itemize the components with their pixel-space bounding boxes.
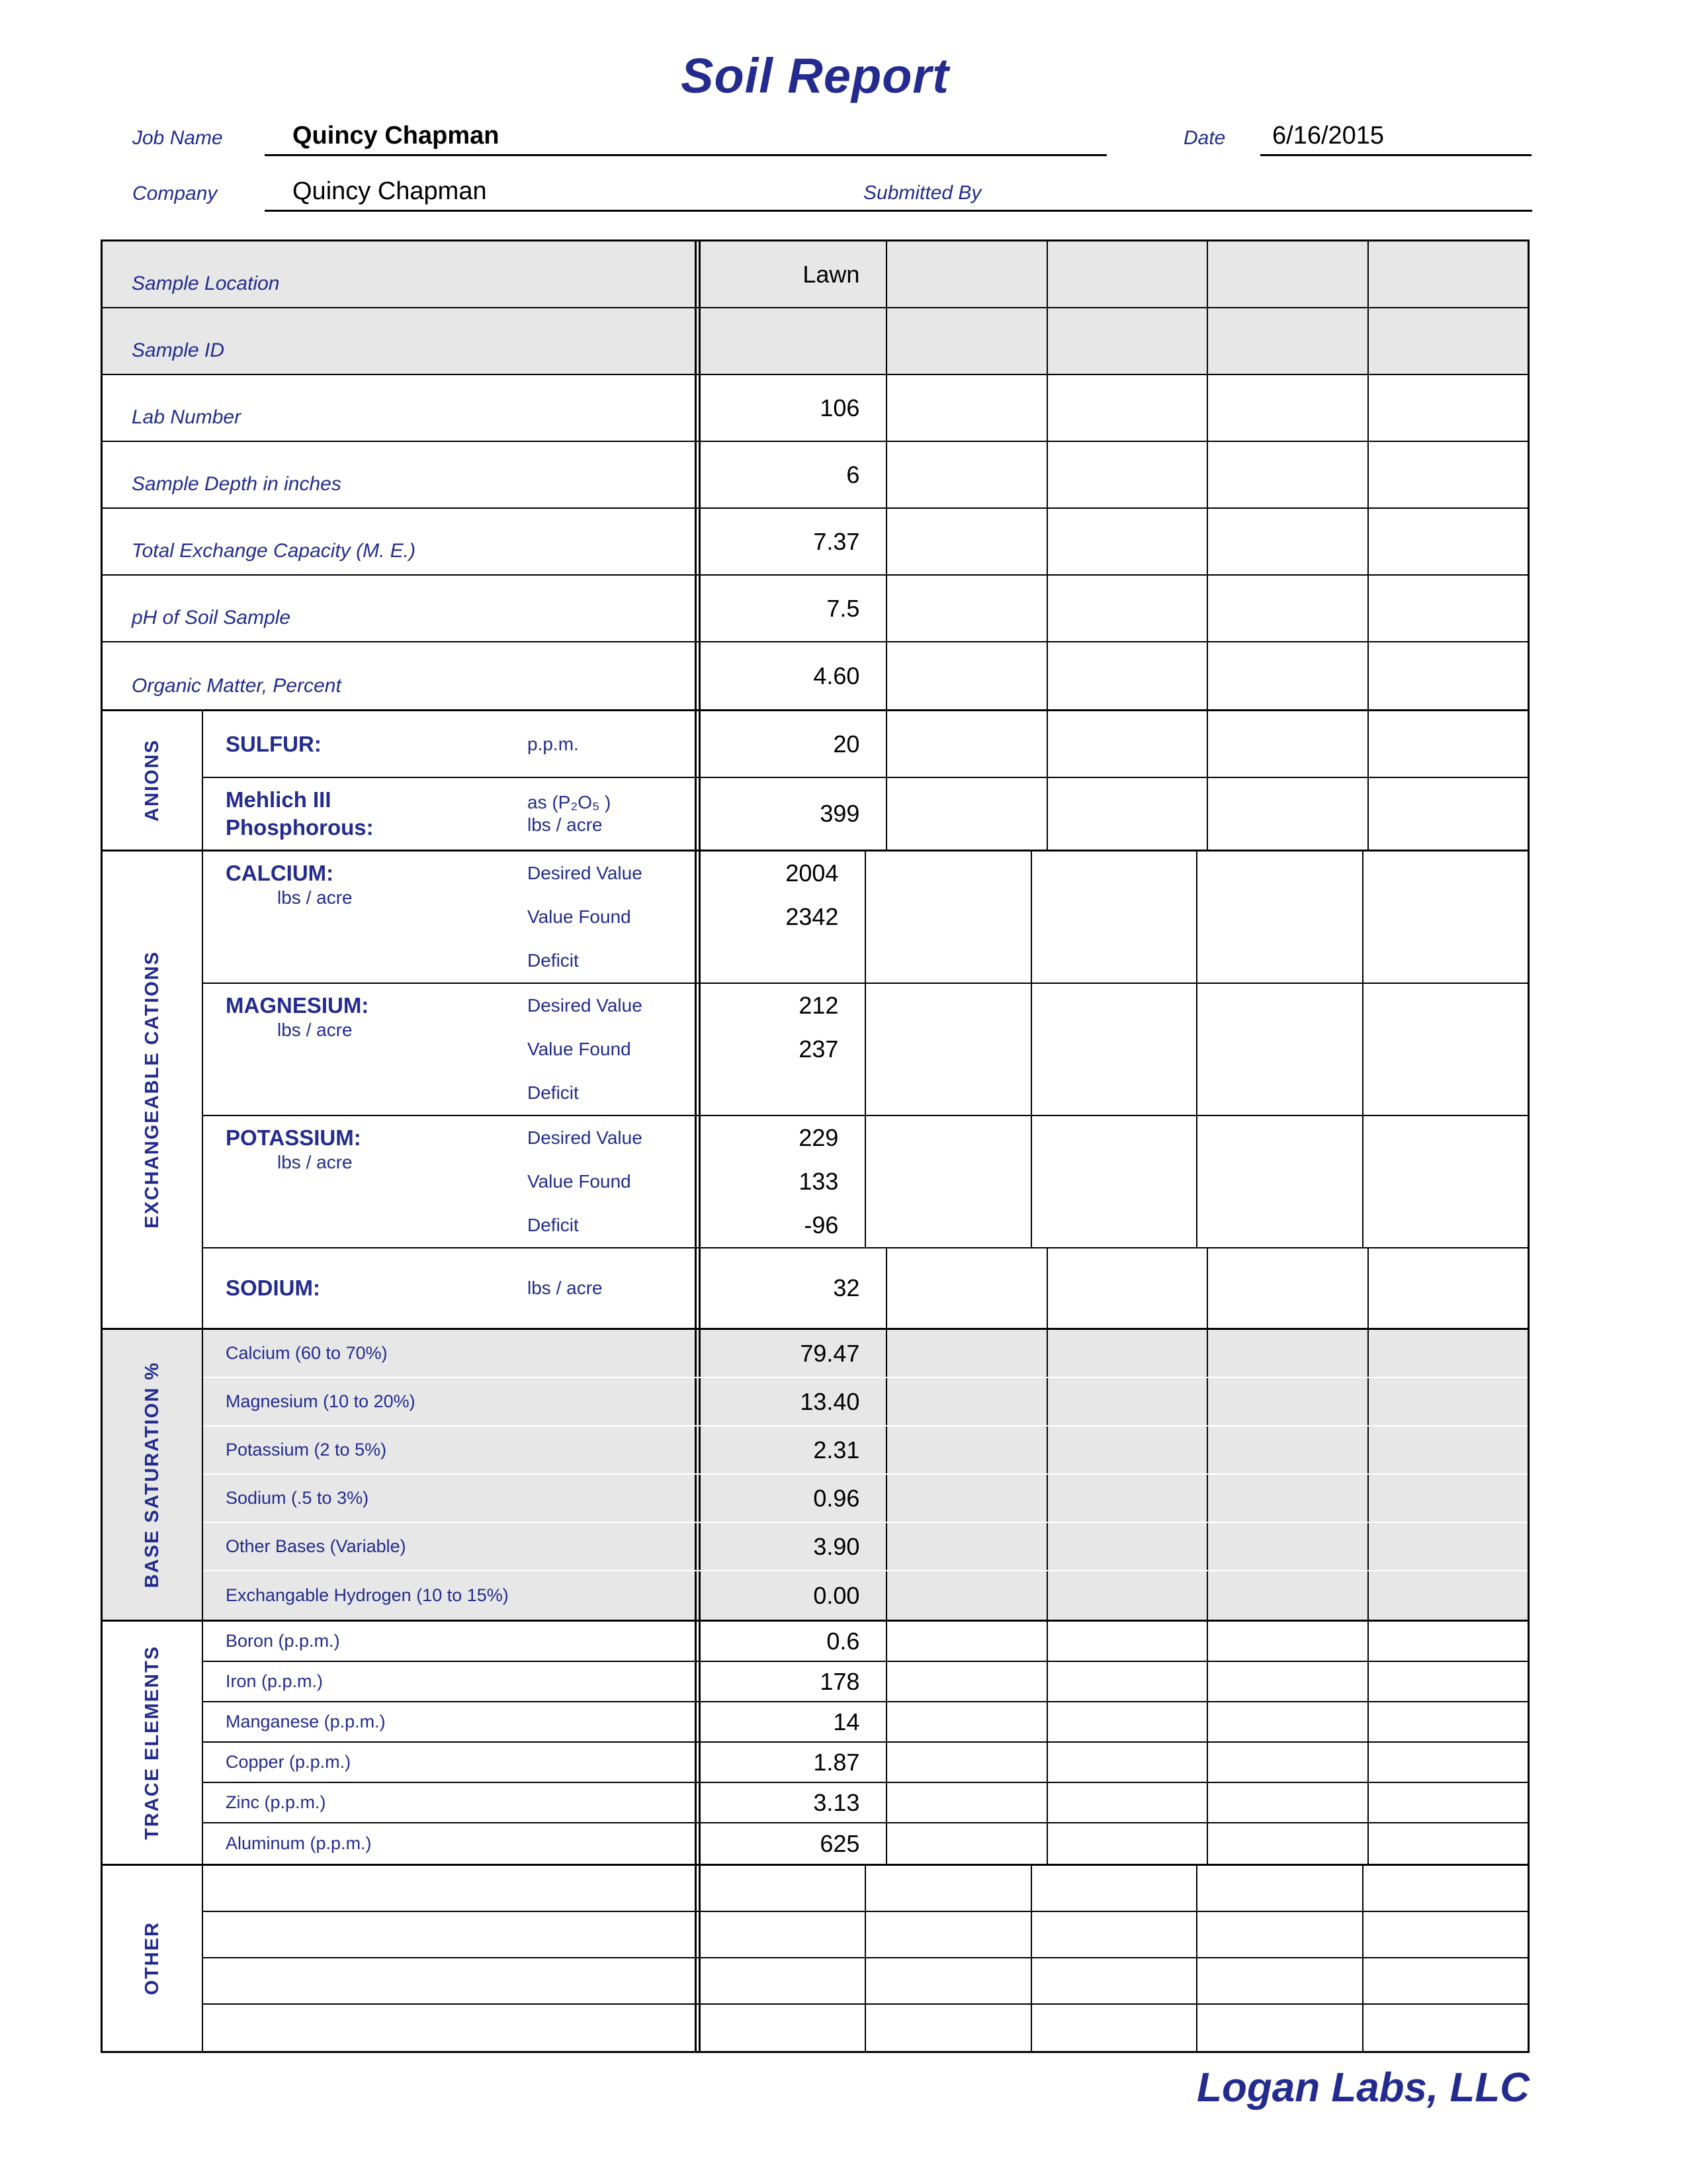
magnesium-unit: lbs / acre bbox=[277, 1020, 353, 1040]
value-cell: 0.00 bbox=[695, 1571, 886, 1620]
empty-cell bbox=[1196, 1958, 1362, 2003]
empty-label-cell bbox=[203, 1958, 695, 2003]
section-other bbox=[103, 1866, 1528, 2051]
value-cell: 178 bbox=[695, 1662, 886, 1701]
empty-cell bbox=[886, 711, 1046, 777]
value-cell: 0.6 bbox=[695, 1622, 886, 1661]
value-cell: 1.87 bbox=[695, 1743, 886, 1782]
section-sample-info bbox=[103, 241, 1528, 711]
empty-cell bbox=[1367, 1622, 1528, 1661]
other-row bbox=[203, 1958, 1528, 2005]
section-trace-elements bbox=[103, 1622, 1528, 1866]
deficit-label: Deficit bbox=[527, 950, 579, 971]
info-row-ph bbox=[103, 576, 1528, 642]
empty-cell bbox=[1047, 1330, 1207, 1377]
sodium-unit: lbs / acre bbox=[527, 1278, 603, 1298]
trace-row-boron bbox=[203, 1622, 1528, 1662]
empty-cell bbox=[1362, 1958, 1528, 2003]
empty-cell bbox=[1362, 2005, 1528, 2051]
empty-cell bbox=[886, 1475, 1046, 1522]
empty-cell bbox=[1047, 1702, 1207, 1741]
empty-cell bbox=[886, 1622, 1046, 1661]
base-saturation-row-sodium bbox=[203, 1475, 1528, 1523]
empty-cell bbox=[1207, 1662, 1367, 1701]
empty-cell bbox=[1207, 1378, 1367, 1425]
phosphorous-name-line1: Mehlich III bbox=[226, 787, 331, 812]
desired-value-label: Desired Value bbox=[527, 1127, 642, 1148]
empty-cell bbox=[1196, 984, 1362, 1115]
desired-value-label: Desired Value bbox=[527, 995, 642, 1016]
empty-cell bbox=[695, 1958, 865, 2003]
empty-cell bbox=[1367, 1662, 1528, 1701]
base-saturation-section-strip bbox=[103, 1330, 203, 1620]
potassium-deficit: -96 bbox=[804, 1211, 839, 1239]
calcium-label-cell bbox=[203, 852, 695, 983]
calcium-deficit bbox=[701, 939, 865, 983]
info-label: Organic Matter, Percent bbox=[132, 675, 341, 697]
empty-cell bbox=[886, 1743, 1046, 1782]
date-line bbox=[1260, 112, 1532, 156]
date-label: Date bbox=[1184, 127, 1226, 149]
empty-cell bbox=[1367, 1330, 1528, 1377]
empty-cell bbox=[1047, 642, 1207, 709]
magnesium-desired-value: 212 bbox=[799, 992, 839, 1019]
cations-section-strip bbox=[103, 852, 203, 1328]
page-title: Soil Report bbox=[681, 48, 949, 103]
empty-cell bbox=[1367, 1743, 1528, 1782]
section-exchangeable-cations bbox=[103, 852, 1528, 1330]
empty-cell bbox=[1196, 852, 1362, 983]
trace-label: Aluminum (p.p.m.) bbox=[226, 1833, 372, 1853]
empty-cell bbox=[1207, 1783, 1367, 1822]
empty-cell bbox=[1047, 1378, 1207, 1425]
info-row-lab-number bbox=[103, 375, 1528, 442]
empty-label-cell bbox=[203, 1912, 695, 1957]
other-row bbox=[203, 1866, 1528, 1912]
empty-cell bbox=[886, 308, 1046, 374]
potassium-label-cell bbox=[203, 1116, 695, 1247]
value-cell: 13.40 bbox=[695, 1378, 886, 1425]
section-anions bbox=[103, 711, 1528, 852]
empty-cell bbox=[1031, 1866, 1196, 1911]
other-row bbox=[203, 1912, 1528, 1958]
job-name-label: Job Name bbox=[132, 127, 223, 149]
empty-cell bbox=[886, 1378, 1046, 1425]
empty-cell bbox=[1047, 1823, 1207, 1864]
empty-cell bbox=[1031, 852, 1196, 983]
empty-cell bbox=[1207, 711, 1367, 777]
potassium-unit: lbs / acre bbox=[277, 1152, 353, 1172]
trace-elements-section-label: TRACE ELEMENTS bbox=[141, 1645, 163, 1840]
empty-cell bbox=[1196, 2005, 1362, 2051]
phosphorous-unit-line2: lbs / acre bbox=[527, 814, 603, 835]
empty-cell bbox=[1207, 308, 1367, 374]
calcium-desired-value: 2004 bbox=[785, 859, 839, 887]
empty-cell bbox=[1207, 1330, 1367, 1377]
empty-cell bbox=[1362, 852, 1528, 983]
empty-cell bbox=[1047, 1571, 1207, 1620]
phosphorous-name-line2: Phosphorous: bbox=[226, 815, 374, 840]
empty-cell bbox=[865, 1958, 1030, 2003]
value-cell bbox=[695, 1116, 865, 1247]
empty-cell bbox=[1367, 1523, 1528, 1570]
empty-cell bbox=[1207, 241, 1367, 307]
calcium-name: CALCIUM: bbox=[226, 861, 334, 885]
base-saturation-label: Magnesium (10 to 20%) bbox=[226, 1391, 415, 1411]
empty-cell bbox=[1367, 1426, 1528, 1473]
empty-cell bbox=[886, 1330, 1046, 1377]
empty-cell bbox=[1047, 1783, 1207, 1822]
empty-cell bbox=[1207, 576, 1367, 641]
value-found-label: Value Found bbox=[527, 1039, 631, 1059]
empty-cell bbox=[1031, 984, 1196, 1115]
empty-cell bbox=[865, 2005, 1030, 2051]
empty-cell bbox=[1362, 984, 1528, 1115]
base-saturation-label: Other Bases (Variable) bbox=[226, 1536, 406, 1556]
section-base-saturation bbox=[103, 1330, 1528, 1622]
empty-cell bbox=[1047, 1743, 1207, 1782]
phosphorous-label-cell bbox=[203, 778, 695, 850]
sulfur-name: SULFUR: bbox=[226, 731, 322, 756]
value-cell: 2.31 bbox=[695, 1426, 886, 1473]
magnesium-name: MAGNESIUM: bbox=[226, 993, 369, 1018]
empty-cell bbox=[1196, 1912, 1362, 1957]
base-saturation-label: Potassium (2 to 5%) bbox=[226, 1440, 387, 1460]
other-section-label: OTHER bbox=[141, 1921, 163, 1995]
magnesium-block bbox=[203, 984, 1528, 1116]
empty-cell bbox=[1367, 1783, 1528, 1822]
empty-cell bbox=[1367, 1475, 1528, 1522]
info-label: Sample Depth in inches bbox=[132, 473, 341, 495]
potassium-desired-value: 229 bbox=[799, 1124, 839, 1151]
company-line bbox=[265, 168, 1532, 212]
empty-cell bbox=[1367, 308, 1528, 374]
empty-cell bbox=[1367, 1702, 1528, 1741]
empty-cell bbox=[1367, 1571, 1528, 1620]
value-cell: 79.47 bbox=[695, 1330, 886, 1377]
info-row-sample-id bbox=[103, 308, 1528, 375]
value-cell bbox=[695, 852, 865, 983]
base-saturation-row-hydrogen bbox=[203, 1571, 1528, 1620]
empty-cell bbox=[1207, 642, 1367, 709]
base-saturation-row-other-bases bbox=[203, 1523, 1528, 1571]
empty-cell bbox=[1047, 711, 1207, 777]
info-row-organic-matter bbox=[103, 642, 1528, 709]
empty-cell bbox=[695, 1866, 865, 1911]
sulfur-unit: p.p.m. bbox=[527, 733, 579, 754]
empty-cell bbox=[886, 642, 1046, 709]
calcium-value-found: 2342 bbox=[785, 903, 839, 930]
base-saturation-section-label: BASE SATURATION % bbox=[141, 1361, 163, 1589]
base-saturation-label: Sodium (.5 to 3%) bbox=[226, 1488, 369, 1508]
empty-cell bbox=[1207, 1571, 1367, 1620]
trace-label: Copper (p.p.m.) bbox=[226, 1752, 351, 1772]
company-label: Company bbox=[132, 183, 218, 204]
cations-section-label: EXCHANGEABLE CATIONS bbox=[141, 951, 163, 1229]
value-cell: 3.13 bbox=[695, 1783, 886, 1822]
empty-cell bbox=[1207, 1523, 1367, 1570]
empty-cell bbox=[1207, 1475, 1367, 1522]
empty-cell bbox=[1362, 1912, 1528, 1957]
value-cell: 625 bbox=[695, 1823, 886, 1864]
date-value: 6/16/2015 bbox=[1272, 122, 1385, 150]
empty-cell bbox=[1047, 1622, 1207, 1661]
empty-cell bbox=[1207, 1426, 1367, 1473]
other-row bbox=[203, 2005, 1528, 2051]
empty-cell bbox=[886, 1783, 1046, 1822]
value-cell: 20 bbox=[695, 711, 886, 777]
empty-cell bbox=[886, 1662, 1046, 1701]
empty-cell bbox=[886, 1571, 1046, 1620]
empty-cell bbox=[886, 778, 1046, 850]
empty-label-cell bbox=[203, 1866, 695, 1911]
empty-cell bbox=[1362, 1866, 1528, 1911]
sodium-row bbox=[203, 1248, 1528, 1328]
empty-cell bbox=[695, 2005, 865, 2051]
trace-row-iron bbox=[203, 1662, 1528, 1702]
empty-cell bbox=[1031, 1958, 1196, 2003]
empty-cell bbox=[865, 852, 1030, 983]
empty-cell bbox=[1207, 1702, 1367, 1741]
empty-cell bbox=[1047, 1426, 1207, 1473]
job-name-line bbox=[265, 112, 1107, 156]
empty-cell bbox=[1047, 442, 1207, 507]
desired-value-label: Desired Value bbox=[527, 863, 642, 883]
empty-cell bbox=[886, 241, 1046, 307]
empty-cell bbox=[1047, 375, 1207, 441]
empty-cell bbox=[1031, 1116, 1196, 1247]
info-label: Total Exchange Capacity (M. E.) bbox=[132, 540, 416, 562]
calcium-unit: lbs / acre bbox=[277, 887, 353, 908]
trace-label: Manganese (p.p.m.) bbox=[226, 1712, 386, 1731]
empty-cell bbox=[1367, 1378, 1528, 1425]
value-cell: 106 bbox=[695, 375, 886, 441]
empty-cell bbox=[865, 984, 1030, 1115]
empty-cell bbox=[886, 1823, 1046, 1864]
job-name-value: Quincy Chapman bbox=[292, 122, 499, 150]
empty-cell bbox=[1207, 509, 1367, 574]
empty-cell bbox=[886, 442, 1046, 507]
empty-cell bbox=[695, 1912, 865, 1957]
empty-cell bbox=[1031, 2005, 1196, 2051]
info-row-exchange-capacity bbox=[103, 509, 1528, 576]
empty-cell bbox=[1047, 308, 1207, 374]
other-section-strip bbox=[103, 1866, 203, 2051]
empty-cell bbox=[1196, 1866, 1362, 1911]
empty-cell bbox=[886, 509, 1046, 574]
empty-cell bbox=[1367, 576, 1528, 641]
phosphorous-unit-line1: as (P₂O₅ ) bbox=[527, 792, 611, 812]
info-label: Sample ID bbox=[132, 339, 225, 361]
empty-cell bbox=[886, 1702, 1046, 1741]
sulfur-label-cell bbox=[203, 711, 695, 777]
trace-label: Iron (p.p.m.) bbox=[226, 1671, 324, 1691]
empty-cell bbox=[1367, 509, 1528, 574]
empty-cell bbox=[1367, 442, 1528, 507]
empty-label-cell bbox=[203, 2005, 695, 2051]
empty-cell bbox=[1047, 1662, 1207, 1701]
sodium-label-cell bbox=[203, 1248, 695, 1328]
trace-row-zinc bbox=[203, 1783, 1528, 1823]
deficit-label: Deficit bbox=[527, 1215, 579, 1235]
value-found-label: Value Found bbox=[527, 1171, 631, 1192]
empty-cell bbox=[1367, 642, 1528, 709]
empty-cell bbox=[1047, 778, 1207, 850]
empty-cell bbox=[886, 1248, 1046, 1328]
empty-cell bbox=[1047, 1475, 1207, 1522]
base-saturation-row-magnesium bbox=[203, 1378, 1528, 1426]
anions-section-strip bbox=[103, 711, 203, 850]
value-cell bbox=[695, 308, 886, 374]
sulfur-row bbox=[203, 711, 1528, 778]
empty-cell bbox=[886, 1426, 1046, 1473]
info-label: pH of Soil Sample bbox=[132, 607, 291, 629]
empty-cell bbox=[865, 1912, 1030, 1957]
deficit-label: Deficit bbox=[527, 1082, 579, 1103]
empty-cell bbox=[1367, 1823, 1528, 1864]
empty-cell bbox=[1367, 375, 1528, 441]
base-saturation-label: Calcium (60 to 70%) bbox=[226, 1343, 388, 1363]
info-label: Sample Location bbox=[132, 273, 280, 294]
base-saturation-row-calcium bbox=[203, 1330, 1528, 1378]
empty-cell bbox=[1367, 1248, 1528, 1328]
empty-cell bbox=[1207, 442, 1367, 507]
potassium-value-found: 133 bbox=[799, 1168, 839, 1195]
sodium-name: SODIUM: bbox=[226, 1276, 320, 1300]
info-row-sample-location bbox=[103, 241, 1528, 308]
info-row-sample-depth bbox=[103, 442, 1528, 509]
empty-cell bbox=[886, 1523, 1046, 1570]
base-saturation-label: Exchangable Hydrogen (10 to 15%) bbox=[226, 1585, 509, 1605]
empty-cell bbox=[865, 1866, 1030, 1911]
empty-cell bbox=[1196, 1116, 1362, 1247]
potassium-block bbox=[203, 1116, 1528, 1248]
value-cell: 6 bbox=[695, 442, 886, 507]
submitted-by-label: Submitted By bbox=[863, 182, 982, 204]
magnesium-value-found: 237 bbox=[799, 1035, 839, 1063]
value-cell: Lawn bbox=[695, 241, 886, 307]
value-cell: 7.5 bbox=[695, 576, 886, 641]
anions-section-label: ANIONS bbox=[141, 739, 163, 822]
phosphorous-row bbox=[203, 778, 1528, 850]
empty-cell bbox=[1047, 241, 1207, 307]
empty-cell bbox=[886, 576, 1046, 641]
empty-cell bbox=[1367, 778, 1528, 850]
trace-elements-section-strip bbox=[103, 1622, 203, 1864]
value-cell: 0.96 bbox=[695, 1475, 886, 1522]
value-cell: 14 bbox=[695, 1702, 886, 1741]
empty-cell bbox=[1207, 1622, 1367, 1661]
empty-cell bbox=[1207, 375, 1367, 441]
magnesium-label-cell bbox=[203, 984, 695, 1115]
trace-row-aluminum bbox=[203, 1823, 1528, 1864]
empty-cell bbox=[1367, 241, 1528, 307]
empty-cell bbox=[865, 1116, 1030, 1247]
value-cell: 7.37 bbox=[695, 509, 886, 574]
info-label: Lab Number bbox=[132, 406, 241, 428]
value-cell: 3.90 bbox=[695, 1523, 886, 1570]
empty-cell bbox=[1047, 1523, 1207, 1570]
trace-row-manganese bbox=[203, 1702, 1528, 1743]
empty-cell bbox=[1047, 509, 1207, 574]
trace-label: Zinc (p.p.m.) bbox=[226, 1792, 326, 1812]
empty-cell bbox=[1362, 1116, 1528, 1247]
value-cell: 4.60 bbox=[695, 642, 886, 709]
empty-cell bbox=[1047, 576, 1207, 641]
empty-cell bbox=[1031, 1912, 1196, 1957]
value-found-label: Value Found bbox=[527, 906, 631, 927]
lab-name: Logan Labs, LLC bbox=[1197, 2065, 1530, 2111]
empty-cell bbox=[1207, 1743, 1367, 1782]
value-cell: 32 bbox=[695, 1248, 886, 1328]
company-value: Quincy Chapman bbox=[292, 177, 487, 205]
value-cell: 399 bbox=[695, 778, 886, 850]
empty-cell bbox=[1047, 1248, 1207, 1328]
soil-report-table bbox=[101, 240, 1530, 2053]
magnesium-deficit bbox=[701, 1071, 865, 1115]
empty-cell bbox=[886, 375, 1046, 441]
empty-cell bbox=[1207, 1823, 1367, 1864]
calcium-block bbox=[203, 852, 1528, 984]
potassium-name: POTASSIUM: bbox=[226, 1125, 361, 1150]
trace-label: Boron (p.p.m.) bbox=[226, 1631, 340, 1651]
empty-cell bbox=[1367, 711, 1528, 777]
trace-row-copper bbox=[203, 1743, 1528, 1783]
base-saturation-row-potassium bbox=[203, 1426, 1528, 1475]
empty-cell bbox=[1207, 1248, 1367, 1328]
empty-cell bbox=[1207, 778, 1367, 850]
value-cell bbox=[695, 984, 865, 1115]
